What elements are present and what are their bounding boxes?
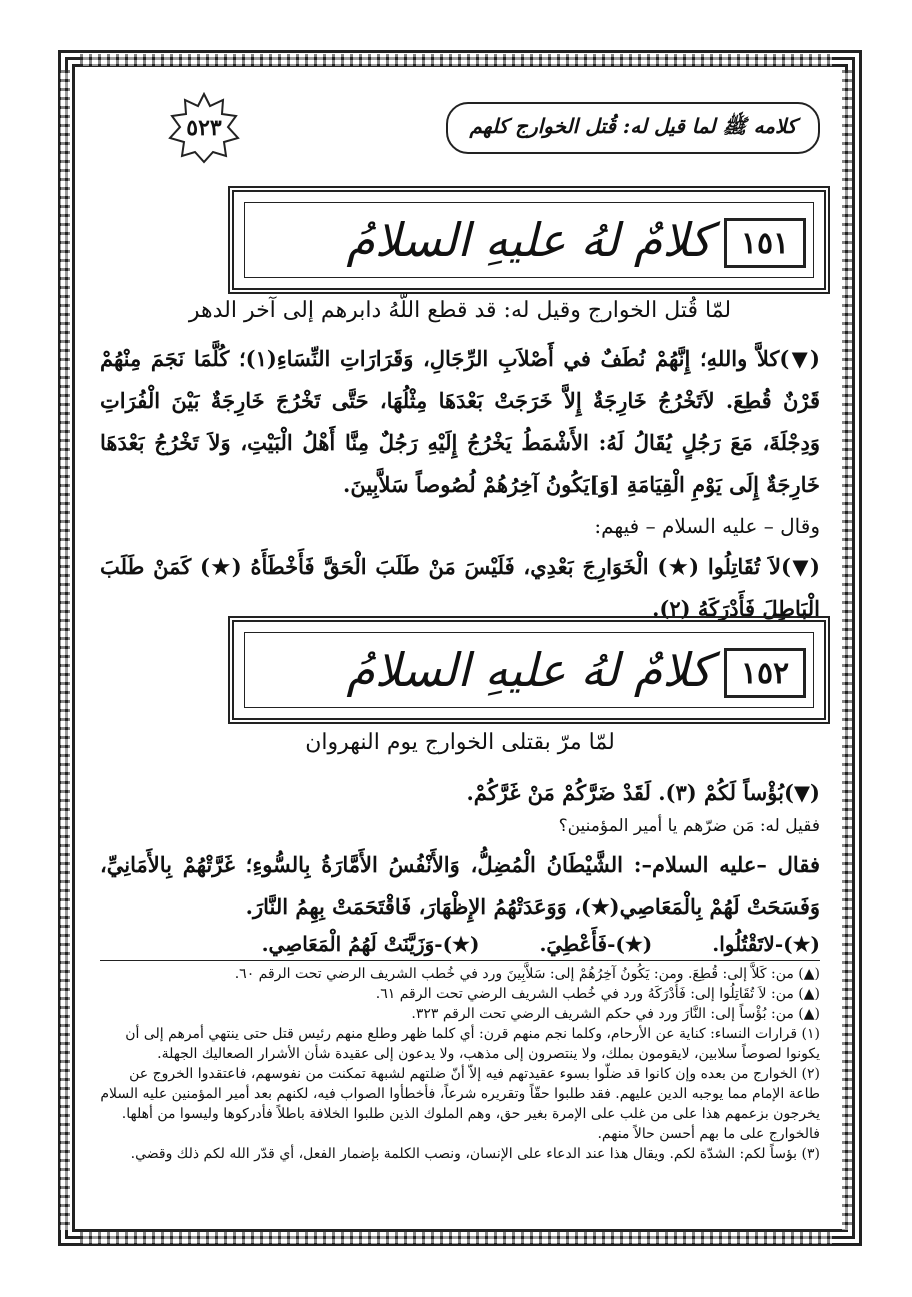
footnote: (٣) بؤساً لكم: الشدّة لكم. ويقال هذا عند الدعاء على الإنسان، ونصب الكلمة بإضمار الفعل، أي قدّر الله لكم ذلك وقضي.: [130, 1146, 820, 1162]
page-number-badge: [168, 92, 240, 164]
footnote-rule: [100, 960, 820, 961]
answer-text: فقال –عليه السلام–: الشَّيْطَانُ الْمُضِلُّ، وَالأَنْفُسُ الأَمَّارَةُ بِالسُّوءِ؛ غَرَّتْهُمْ بِالأَمَانِيِّ، وَفَسَحَتْ لَهُمْ بِالْمَعَاصِي(★)، وَوَعَدَتْهُمُ الإِظْهَارَ، فَاقْتَحَمَتْ بِهِمُ النَّارَ.: [100, 852, 820, 919]
variant-markers: [100, 932, 820, 956]
footnotes: [100, 964, 820, 1164]
border-ornament-bottom: [80, 1232, 832, 1244]
border-ornament-left: [60, 70, 70, 1230]
variant-marker: (★)-فَأَعْطِيَ.: [539, 932, 653, 956]
section-number-2: ١٥٢: [724, 648, 806, 698]
said-line: وقال – عليه السلام – فيهم:: [594, 514, 820, 538]
border-ornament-top: [80, 54, 832, 66]
saying-text: (▼)كلاَّ واللهِ؛ إِنَّهُمْ نُطَفٌ في أَصْلاَبِ الرِّجَالِ، وَقَرَارَاتِ النِّسَاءِ(١)؛ كُلَّمَا نَجَمَ مِنْهُمْ قَرْنٌ قُطِعَ. لاَتَخْرُجُ خَارِجَةٌ إِلاَّ خَرَجَتْ بَعْدَهَا مِثْلُهَا، حَتَّى تَخْرُجَ خَارِجَةٌ بَيْنَ الْفُرَاتِ وَدِجْلَةَ، مَعَ رَجُلٍ يُقَالُ لَهُ: الأَشْمَطُ يَخْرُجُ إِلَيْهِ رَجُلٌ مِنَّا أَهْلُ الْبَيْتِ، وَلاَ تَخْرُجُ بَعْدَهَا خَارِجَةٌ إِلَى يَوْمِ الْقِيَامَةِ [وَ]يَكُونُ آخِرُهُمْ لُصُوصاً سَلاَّبِينَ.: [100, 346, 820, 497]
footnote: (١) قرارات النساء: كناية عن الأرحام، وكلما نجم منهم قرن: أي كلما ظهر وطلع منهم رئيس قتل حتى ينتهي أمرهم إلى أن يكونوا لصوصاً سلابين، لايقومون بملك، ولا ينتصرون إلى مذهب، ولا يدعون إلى عقيدة شأن الأشرار الصعاليك الجهلة.: [125, 1026, 820, 1062]
section-subtitle: لمّا قُتل الخوارج وقيل له: قد قطع اللّهُ دابرهم إلى آخر الدهر: [188, 298, 732, 323]
variant-marker: (★)-لاتَقْتُلُوا.: [712, 932, 820, 956]
variant-marker: (★)-وَزَيَّنَتْ لَهُمُ الْمَعَاصِي.: [261, 932, 480, 956]
section-title-box: [228, 186, 830, 294]
saying-text-2: (▼)لاَ تُقَاتِلُوا (★) الْخَوَارِجَ بَعْدِي، فَلَيْسَ مَنْ طَلَبَ الْحَقَّ فَأَخْطَأَهُ (★) كَمَنْ طَلَبَ الْبَاطِلَ فَأَدْرَكَهُ (٢).: [100, 554, 820, 621]
section-title-box-2: [228, 616, 830, 724]
footnote: (▲) من: بُؤْساً إلى: النَّارَ ورد في حكم الشريف الرضي تحت الرقم ٣٢٣.: [411, 1006, 820, 1022]
footnote: (▲) من: كَلاَّ إلى: قُطِعَ. ومن: يَكُونُ آخِرُهُمْ إلى: سَلاَّبِينَ ورد في خُطب الشريف الرضي تحت الرقم ٦٠.: [234, 966, 820, 982]
section-title-2: كلامٌ لهُ عليهِ السلامُ: [346, 643, 712, 697]
page-number: ٥٢٣: [186, 115, 222, 141]
border-ornament-right: [842, 70, 852, 1230]
footnote: (▲) من: لاَ تُقَاتِلُوا إلى: فَأَدْرَكَهُ ورد في خُطب الشريف الرضي تحت الرقم ٦١.: [375, 986, 820, 1002]
running-head: كلامه ﷺ لما قيل له: قُتل الخوارج كلهم: [446, 102, 820, 154]
section-number: ١٥١: [724, 218, 806, 268]
question-line: فقيل له: مَن ضرّهم يا أمير المؤمنين؟: [558, 816, 820, 836]
section-subtitle-2: لمّا مرّ بقتلى الخوارج يوم النهروان: [305, 730, 615, 755]
footnote: (٢) الخوارج من بعده وإن كانوا قد ضلّوا بسوء عقيدتهم فيه إلاّ أنّ ضلتهم لشبهة تمكنت من نفوسهم، فاعتقدوا الخروج عن طاعة الإمام مما يوجبه الدين عليهم. فقد طلبوا حقّاً وتقريره شرعاً، فأخطأوا الصواب فيه، لكنهم بعد أمير المؤمنين عليه السلام يخرجون بزعمهم هذا على من غلب على الإمرة بغير حق، وهم الملوك الذين طلبوا الخلافة باطلاً فأدركوها وليسوا من أهلها. فالخوارج على ما بهم أحسن حالاً منهم.: [100, 1066, 820, 1142]
saying-text-3: (▼)بُؤْساً لَكُمْ (٣). لَقَدْ ضَرَّكُمْ مَنْ غَرَّكُمْ.: [466, 780, 820, 805]
section-title: كلامٌ لهُ عليهِ السلامُ: [346, 213, 712, 267]
